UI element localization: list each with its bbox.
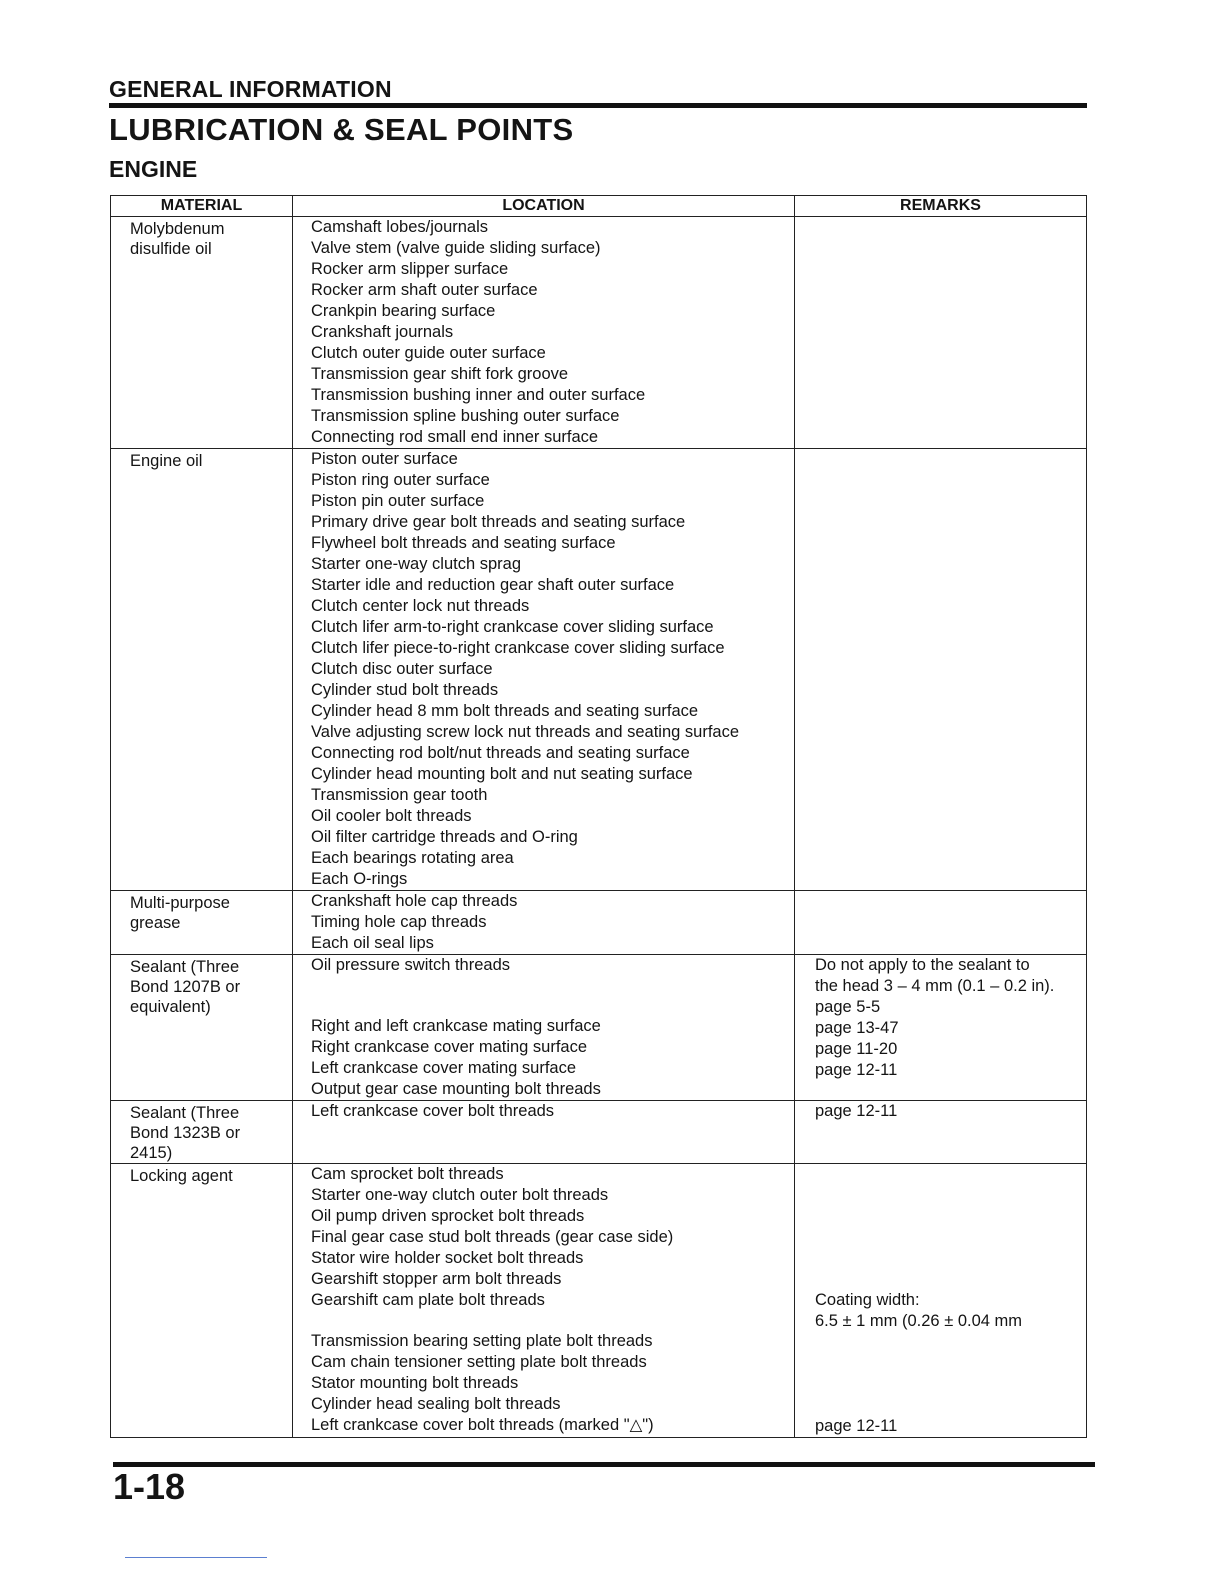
- location-item: Clutch disc outer surface: [311, 660, 493, 678]
- remark-item: [815, 1374, 1082, 1395]
- location-item: Transmission bearing setting plate bolt threads: [311, 1332, 653, 1350]
- location-item: Cylinder head sealing bolt threads: [311, 1395, 561, 1413]
- location-cell: [293, 955, 795, 1101]
- location-item: Camshaft lobes/journals: [311, 218, 489, 236]
- material-text: Sealant (Three: [130, 1104, 240, 1122]
- location-item: Left crankcase cover mating surface: [311, 1059, 577, 1077]
- location-item: Each O-rings: [311, 870, 408, 888]
- page-title: LUBRICATION & SEAL POINTS: [109, 112, 574, 147]
- location-item: Crankshaft hole cap threads: [311, 892, 518, 910]
- footer-rule: [113, 1462, 1095, 1467]
- location-item: Cam chain tensioner setting plate bolt threads: [311, 1353, 647, 1371]
- location-item: Valve stem (valve guide sliding surface): [311, 239, 601, 257]
- material-text: Bond 1323B or: [130, 1124, 241, 1142]
- location-item: Clutch center lock nut threads: [311, 597, 530, 615]
- material-text: disulfide oil: [130, 240, 212, 258]
- location-item: Oil pressure switch threads: [311, 956, 510, 974]
- location-item: [311, 996, 790, 1016]
- material-cell: [111, 217, 293, 449]
- location-item: Crankshaft journals: [311, 323, 454, 341]
- location-item: Oil pump driven sprocket bolt threads: [311, 1207, 585, 1225]
- table-row: [111, 1164, 1087, 1438]
- material-cell: [111, 1164, 293, 1438]
- remark-item: [815, 1248, 1082, 1269]
- material-text: Sealant (Three: [130, 958, 240, 976]
- location-cell: [293, 1164, 795, 1438]
- location-item: Oil cooler bolt threads: [311, 807, 472, 825]
- material-text: equivalent): [130, 998, 211, 1016]
- location-item: Timing hole cap threads: [311, 913, 487, 931]
- location-item: Piston outer surface: [311, 450, 458, 468]
- remarks-cell: [795, 449, 1087, 891]
- remark-item: [815, 1164, 1082, 1185]
- location-item: Crankpin bearing surface: [311, 302, 496, 320]
- page-number: 1-18: [113, 1466, 186, 1507]
- location-item: Transmission gear tooth: [311, 786, 488, 804]
- location-item: Starter idle and reduction gear shaft outer surface: [311, 576, 675, 594]
- location-item: Flywheel bolt threads and seating surface: [311, 534, 616, 552]
- location-item: Oil filter cartridge threads and O-ring: [311, 828, 578, 846]
- remarks-cell: [795, 1101, 1087, 1164]
- location-item: Transmission spline bushing outer surface: [311, 407, 620, 425]
- material-text: Multi-purpose: [130, 894, 230, 912]
- table-row: [111, 449, 1087, 891]
- material-cell: [111, 1101, 293, 1164]
- location-item: Transmission bushing inner and outer surface: [311, 386, 646, 404]
- location-item: Cam sprocket bolt threads: [311, 1165, 504, 1183]
- location-item: Rocker arm shaft outer surface: [311, 281, 538, 299]
- location-item: Left crankcase cover bolt threads: [311, 1102, 555, 1120]
- lubrication-table: [110, 195, 1087, 1438]
- table-body: [111, 217, 1087, 1438]
- location-item: Clutch outer guide outer surface: [311, 344, 546, 362]
- location-cell: [293, 891, 795, 955]
- location-item: Clutch lifer arm-to-right crankcase cover sliding surface: [311, 618, 714, 636]
- remark-item: [815, 1206, 1082, 1227]
- material-cell: [111, 449, 293, 891]
- material-text: grease: [130, 914, 181, 932]
- remark-item: 6.5 ± 1 mm (0.26 ± 0.04 mm: [815, 1312, 1023, 1330]
- location-item: Each oil seal lips: [311, 934, 434, 952]
- remark-item: the head 3 – 4 mm (0.1 – 0.2 in).: [815, 977, 1055, 995]
- remarks-cell: [795, 955, 1087, 1101]
- location-item: Cylinder head mounting bolt and nut seating surface: [311, 765, 693, 783]
- location-item: Piston pin outer surface: [311, 492, 485, 510]
- location-item: Starter one-way clutch outer bolt threads: [311, 1186, 609, 1204]
- remarks-cell: [795, 1164, 1087, 1438]
- location-cell: [293, 1101, 795, 1164]
- remark-item: page 13-47: [815, 1019, 899, 1037]
- location-item: Final gear case stud bolt threads (gear case side): [311, 1228, 674, 1246]
- material-cell: [111, 891, 293, 955]
- location-cell: [293, 217, 795, 449]
- location-item: Right and left crankcase mating surface: [311, 1017, 601, 1035]
- location-item: Rocker arm slipper surface: [311, 260, 509, 278]
- location-item: Starter one-way clutch sprag: [311, 555, 522, 573]
- location-item: Stator mounting bolt threads: [311, 1374, 519, 1392]
- location-item: Stator wire holder socket bolt threads: [311, 1249, 584, 1267]
- column-header-remarks: REMARKS: [795, 196, 1087, 217]
- location-item: Gearshift stopper arm bolt threads: [311, 1270, 562, 1288]
- remark-item: page 12-11: [815, 1417, 898, 1435]
- location-item: [311, 1311, 790, 1331]
- section-header: GENERAL INFORMATION: [109, 76, 392, 102]
- header-rule: [109, 103, 1087, 108]
- column-header-material: MATERIAL: [111, 196, 293, 217]
- remark-item: [815, 1353, 1082, 1374]
- column-header-location: LOCATION: [293, 196, 795, 217]
- location-item: Primary drive gear bolt threads and seating surface: [311, 513, 686, 531]
- remark-item: [815, 1269, 1082, 1290]
- remark-item: [815, 1227, 1082, 1248]
- material-text: 2415): [130, 1144, 173, 1162]
- location-item: Piston ring outer surface: [311, 471, 490, 489]
- material-text: Bond 1207B or: [130, 978, 241, 996]
- location-item: Gearshift cam plate bolt threads: [311, 1291, 545, 1309]
- remarks-cell: [795, 217, 1087, 449]
- remark-item: page 12-11: [815, 1102, 898, 1120]
- remark-item: page 12-11: [815, 1061, 898, 1079]
- location-item: Clutch lifer piece-to-right crankcase cover sliding surface: [311, 639, 725, 657]
- remark-item: Do not apply to the sealant to: [815, 956, 1030, 974]
- table-header-row: [111, 196, 1087, 217]
- location-item: Output gear case mounting bolt threads: [311, 1080, 601, 1098]
- remark-item: [815, 1332, 1082, 1353]
- location-item: Left crankcase cover bolt threads (marked "△"): [311, 1416, 654, 1434]
- location-item: Cylinder head 8 mm bolt threads and seating surface: [311, 702, 699, 720]
- location-item: Right crankcase cover mating surface: [311, 1038, 588, 1056]
- table-row: [111, 1101, 1087, 1164]
- location-item: [311, 976, 790, 996]
- subsection-title: ENGINE: [109, 156, 198, 182]
- material-text: Locking agent: [130, 1167, 233, 1185]
- location-item: Connecting rod bolt/nut threads and seating surface: [311, 744, 690, 762]
- location-cell: [293, 449, 795, 891]
- table-row: [111, 217, 1087, 449]
- table-row: [111, 891, 1087, 955]
- location-item: Cylinder stud bolt threads: [311, 681, 499, 699]
- location-item: Transmission gear shift fork groove: [311, 365, 569, 383]
- location-item: Connecting rod small end inner surface: [311, 428, 599, 446]
- remark-item: page 11-20: [815, 1040, 898, 1058]
- location-item: Valve adjusting screw lock nut threads and seating surface: [311, 723, 740, 741]
- material-text: Molybdenum: [130, 220, 225, 238]
- table-row: [111, 955, 1087, 1101]
- material-text: Engine oil: [130, 452, 203, 470]
- remark-item: [815, 1395, 1082, 1416]
- footer-link-underline: [125, 1557, 267, 1558]
- remark-item: page 5-5: [815, 998, 881, 1016]
- material-cell: [111, 955, 293, 1101]
- remark-item: Coating width:: [815, 1291, 920, 1309]
- remarks-cell: [795, 891, 1087, 955]
- remark-item: [815, 1185, 1082, 1206]
- location-item: Each bearings rotating area: [311, 849, 514, 867]
